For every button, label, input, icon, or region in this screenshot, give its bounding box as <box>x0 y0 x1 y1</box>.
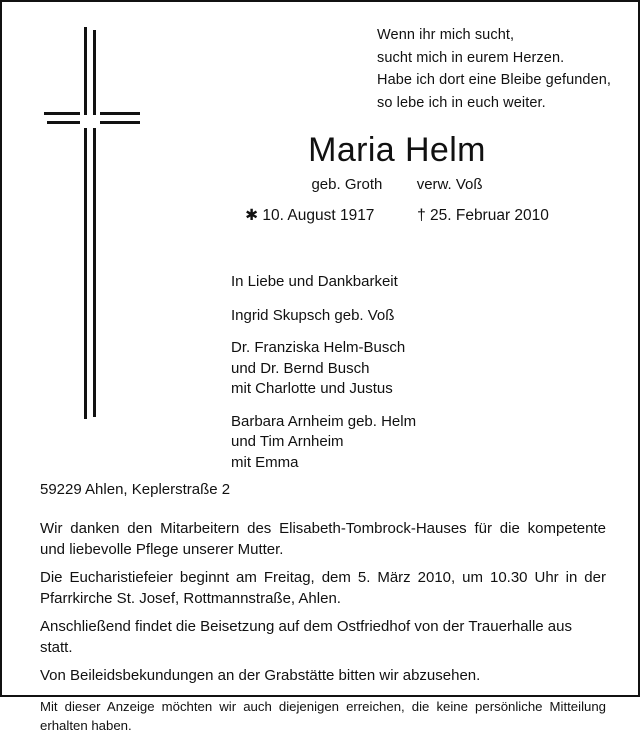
lower-section <box>40 480 606 735</box>
paragraph-notice: Mit dieser Anzeige möchten wir auch diejenigen erreichen, die keine persönliche Mitteilung erhalten haben. <box>40 698 606 733</box>
family-group <box>231 338 416 400</box>
poem-line: Habe ich dort eine Bleibe gefunden, <box>377 72 612 88</box>
family-lead-text: In Liebe und Dankbarkeit <box>231 273 398 290</box>
address-line: 59229 Ahlen, Keplerstraße 2 <box>40 481 231 498</box>
family-member-line: Dr. Franziska Helm-Busch <box>231 339 406 356</box>
memorial-poem <box>377 24 611 114</box>
cross-icon <box>40 24 144 422</box>
life-dates <box>162 206 632 226</box>
poem-line: so lebe ich in euch weiter. <box>377 94 546 111</box>
maiden-name: geb. Groth <box>311 176 383 193</box>
family-member-line: mit Emma <box>231 453 299 471</box>
paragraph-thanks: Wir danken den Mitarbeitern des Elisabeth-Tombrock-Hauses für die kompetente und liebevolle Pflege unserer Mutter. <box>40 520 606 558</box>
family-block <box>231 272 416 473</box>
family-member-line: und Dr. Bernd Busch <box>231 359 370 377</box>
upper-section <box>2 2 638 471</box>
paragraph-service: Die Eucharistiefeier beginnt am Freitag, dem 5. März 2010, um 10.30 Uhr in der Pfarrkirche St. Josef, Rottmannstraße, Ahlen. <box>40 569 606 607</box>
death-date: 25. Februar 2010 <box>430 207 549 224</box>
family-member-line: Barbara Arnheim geb. Helm <box>231 412 417 430</box>
right-column <box>162 2 632 471</box>
family-member-line: Ingrid Skupsch geb. Voß <box>231 306 395 324</box>
birth-date: 10. August 1917 <box>262 207 375 224</box>
birth-symbol-icon: ✱ <box>245 207 259 224</box>
deceased-name: Maria Helm <box>308 131 486 169</box>
widowed-name: verw. Voß <box>416 176 483 193</box>
poem-line: sucht mich in eurem Herzen. <box>377 49 565 66</box>
deceased-alt-names <box>162 175 632 195</box>
poem-line: Wenn ihr mich sucht, <box>377 27 515 43</box>
paragraph-condolences: Von Beileidsbekundungen an der Grabstätte bitten wir abzusehen. <box>40 667 481 684</box>
paragraph-burial: Anschließend findet die Beisetzung auf dem Ostfriedhof von der Trauerhalle aus statt. <box>40 618 572 656</box>
family-group <box>231 412 416 474</box>
family-member-line: mit Charlotte und Justus <box>231 380 393 397</box>
family-member-line: und Tim Arnheim <box>231 433 344 450</box>
deceased-name-block <box>162 130 632 226</box>
death-symbol-icon: † <box>417 207 426 224</box>
family-group <box>231 306 416 327</box>
